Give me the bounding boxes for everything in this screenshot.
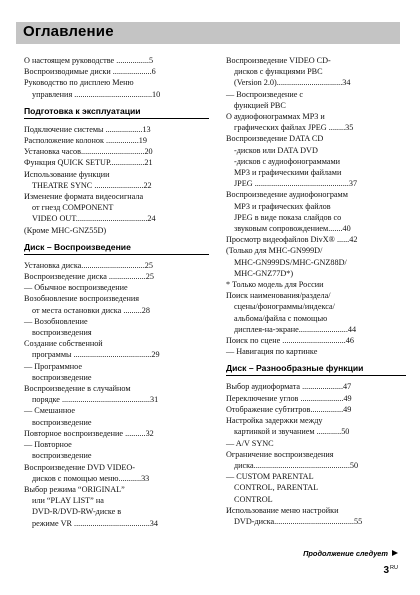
toc-entry: О аудиофонограммах MP3 и графических файлах JPEG ........35 bbox=[226, 112, 354, 133]
toc-entry: Воспроизведение аудиофонограмм MP3 и графических файлов JPEG в виде показа слайдов со звуковым сопровождением.......40 bbox=[226, 190, 351, 234]
intro-list bbox=[24, 55, 209, 100]
language-code: RU bbox=[390, 565, 398, 571]
right-column bbox=[226, 55, 406, 527]
toc-entry: Создание собственной программы ......................................29 bbox=[24, 339, 160, 360]
toc-entry: Установка диска...............................25 bbox=[24, 260, 153, 270]
arrow-right-icon bbox=[392, 550, 398, 556]
toc-entry: — Смешанное воспроизведение bbox=[24, 406, 92, 427]
toc-entry: (Только для MHC-GN999D/ MHC-GN999DS/MHC-GNZ88D/ MHC-GNZ77D*) bbox=[226, 246, 347, 278]
playback-list bbox=[24, 260, 209, 529]
toc-entry: Настройка задержки между картинкой и звучанием ............50 bbox=[226, 416, 350, 437]
section-heading-playback: Диск – Воспроизведение bbox=[24, 242, 209, 255]
toc-entry: Использование меню настройки DVD-диска.......................................55 bbox=[226, 505, 363, 526]
toc-entry: О настоящем руководстве ................5 bbox=[24, 56, 154, 65]
toc-entry: Воспроизведение в случайном порядке ...........................................31 bbox=[24, 384, 159, 405]
toc-entry: — Воспроизведение с функцией PBC bbox=[226, 89, 304, 110]
toc-entry: — CUSTOM PARENTAL CONTROL, PARENTAL CONTROL bbox=[226, 472, 319, 504]
toc-entry: Воспроизведение диска ..................25 bbox=[24, 272, 154, 282]
toc-entry: Выбор режима “ORIGINAL” или “PLAY LIST” на DVD-R/DVD-RW-диске в режиме VR .....................................34 bbox=[24, 484, 158, 528]
section-heading-preparation: Подготовка к эксплуатации bbox=[24, 106, 209, 119]
toc-entry: Расположение колонок ................19 bbox=[24, 136, 147, 146]
toc-entry: Использование функции THEATRE SYNC ........................22 bbox=[24, 169, 152, 190]
toc-entry: — Программное воспроизведение bbox=[24, 361, 92, 382]
toc-entry: — Обычное воспроизведение bbox=[24, 283, 128, 293]
toc-entry: — Навигация по картинке bbox=[226, 347, 318, 357]
continued-note: Продолжение следует bbox=[303, 549, 398, 558]
toc-entry: Поиск по сцене ...............................46 bbox=[226, 336, 354, 346]
toc-entry: Отображение субтитров................49 bbox=[226, 404, 352, 414]
playback-continued-list bbox=[226, 55, 406, 357]
toc-entry: — Возобновление воспроизведения bbox=[24, 316, 92, 338]
toc-entry: — Повторное воспроизведение bbox=[24, 440, 92, 461]
title-bar bbox=[16, 22, 400, 44]
toc-entry: Поиск наименования/раздела/ сцены/фонограммы/индекса/ альбома/файла с помощью дисплея-на-экране........................44 bbox=[226, 291, 357, 334]
toc-entry: Выбор аудиоформата ....................47 bbox=[226, 382, 352, 392]
toc-entry: Изменение формата видеосигнала от гнезд COMPONENT VIDEO OUT...................................24 bbox=[24, 192, 156, 224]
toc-entry: Руководство по дисплею Меню управления ......................................10 bbox=[24, 78, 161, 99]
toc-entry: (Кроме MHC-GNZ55D) bbox=[24, 225, 107, 235]
toc-entry: Переключение углов .....................49 bbox=[226, 393, 352, 403]
toc-entry: Воспроизводимые диски ...................6 bbox=[24, 67, 156, 77]
preparation-list bbox=[24, 124, 209, 236]
toc-entry: Установка часов...............................20 bbox=[24, 147, 153, 157]
page-title: Оглавление bbox=[23, 23, 114, 40]
toc-footnote: * Только модель для России bbox=[226, 280, 324, 290]
section-heading-functions: Диск – Разнообразные функции bbox=[226, 363, 406, 376]
toc-entry: Ограничение воспроизведения диска...............................................50 bbox=[226, 449, 359, 470]
toc-entry: Просмотр видеофайлов DivX® ......42 bbox=[226, 235, 358, 245]
toc-entry: — A/V SYNC bbox=[226, 438, 274, 448]
functions-list bbox=[226, 381, 406, 527]
toc-entry: Воспроизведение DATA CD -дисков или DATA DVD -дисков с аудиофонограммами MP3 и графическими файлами JPEG ..............................................37 bbox=[226, 134, 358, 189]
toc-entry: Функция QUICK SETUP.................21 bbox=[24, 158, 153, 168]
toc-entry: Подключение системы ..................13 bbox=[24, 124, 151, 134]
toc-entry: Повторное воспроизведение ..........32 bbox=[24, 428, 154, 438]
left-column bbox=[24, 55, 209, 529]
toc-entry: Воспроизведение VIDEO CD- дисков с функциями PBC (Version 2.0)................................34 bbox=[226, 56, 351, 88]
page-number: $3^{RU}$ bbox=[383, 565, 398, 576]
toc-entry: Возобновление воспроизведения от места остановки диска .........28 bbox=[24, 294, 150, 315]
toc-entry: Воспроизведение DVD VIDEO- дисков с помощью меню...........33 bbox=[24, 462, 150, 483]
